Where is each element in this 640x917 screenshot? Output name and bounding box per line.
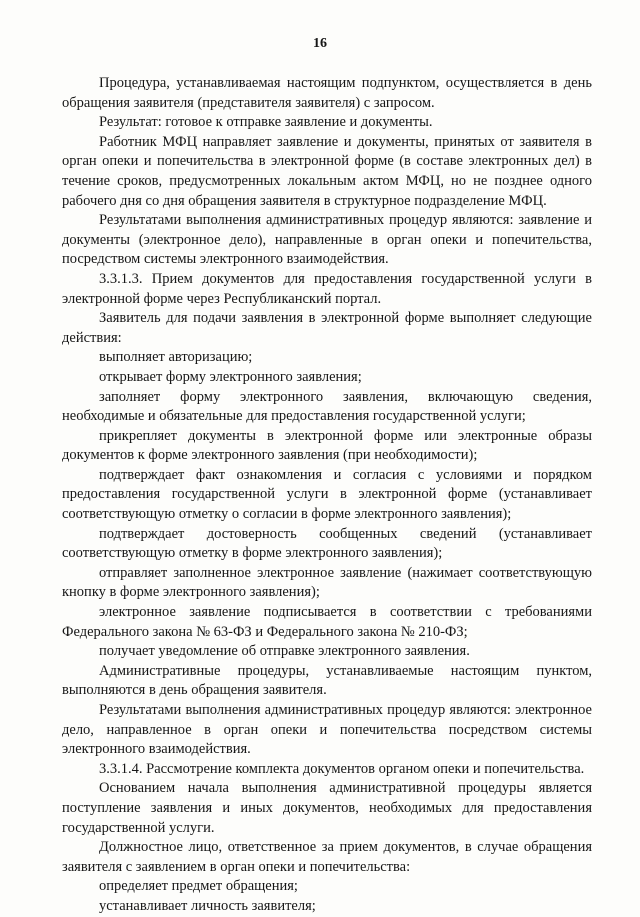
- paragraph: Заявитель для подачи заявления в электронной форме выполняет следующие действия:: [62, 310, 592, 346]
- paragraph: Работник МФЦ направляет заявление и документы, принятых от заявителя в орган опеки и попечительства в электронной форме (в составе электронных дел) в течение сроков, предусмотренных локальным актом МФЦ, но не позднее одного рабочего дня со дня обращения заявителя в структурное подразделение МФЦ.: [62, 133, 592, 209]
- list-item: определяет предмет обращения;: [99, 878, 298, 895]
- paragraph: Административные процедуры, устанавливаемые настоящим пунктом, выполняются в день обращения заявителя.: [62, 662, 592, 699]
- section-heading-3-3-1-4: 3.3.1.4. Рассмотрение комплекта документов органом опеки и попечительства.: [99, 760, 585, 777]
- list-item: заполняет форму электронного заявления, включающую сведения, необходимые и обязательные для предоставления государственной услуги;: [62, 388, 592, 425]
- list-item: отправляет заполненное электронное заявление (нажимает соответствующую кнопку в форме электронного заявления);: [62, 564, 592, 601]
- list-item: выполняет авторизацию;: [99, 349, 253, 366]
- list-item: получает уведомление об отправке электронного заявления.: [99, 643, 470, 660]
- paragraph: Результатами выполнения административных процедур являются: электронное дело, направленное в орган опеки и попечительства посредством системы электронного взаимодействия.: [62, 702, 592, 758]
- list-item: электронное заявление подписывается в соответствии с требованиями Федерального закона № 63-ФЗ и Федерального закона № 210-ФЗ;: [62, 604, 592, 640]
- list-item: подтверждает достоверность сообщенных сведений (устанавливает соответствующую отметку в форме электронного заявления);: [62, 525, 592, 562]
- list-item: прикрепляет документы в электронной форме или электронные образы документов к форме электронного заявления (при необходимости);: [62, 427, 592, 464]
- paragraph: Процедура, устанавливаемая настоящим подпунктом, осуществляется в день обращения заявителя (представителя заявителя) с запросом.: [62, 75, 592, 111]
- list-item: устанавливает личность заявителя;: [99, 897, 316, 914]
- list-item: подтверждает факт ознакомления и согласия с условиями и порядком предоставления государственной услуги в электронной форме (устанавливает соответствующую отметку о согласии в форме электронного заявления);: [62, 466, 592, 523]
- paragraph: Результат: готовое к отправке заявление и документы.: [99, 114, 433, 131]
- paragraph: Должностное лицо, ответственное за прием документов, в случае обращения заявителя с заявлением в орган опеки и попечительства:: [62, 839, 592, 875]
- paragraph: Результатами выполнения административных процедур являются: заявление и документы (электронное дело), направленные в орган опеки и попечительства, посредством системы электронного взаимодействия.: [62, 212, 592, 268]
- section-heading-3-3-1-3: 3.3.1.3. Прием документов для предоставления государственной услуги в электронной форме через Республиканский портал.: [62, 270, 592, 307]
- document-body: [62, 74, 592, 917]
- page-number: 16: [313, 36, 327, 51]
- list-item: открывает форму электронного заявления;: [99, 368, 362, 385]
- paragraph: Основанием начала выполнения административной процедуры является поступление заявления и иных документов, необходимых для предоставления государственной услуги.: [62, 780, 592, 836]
